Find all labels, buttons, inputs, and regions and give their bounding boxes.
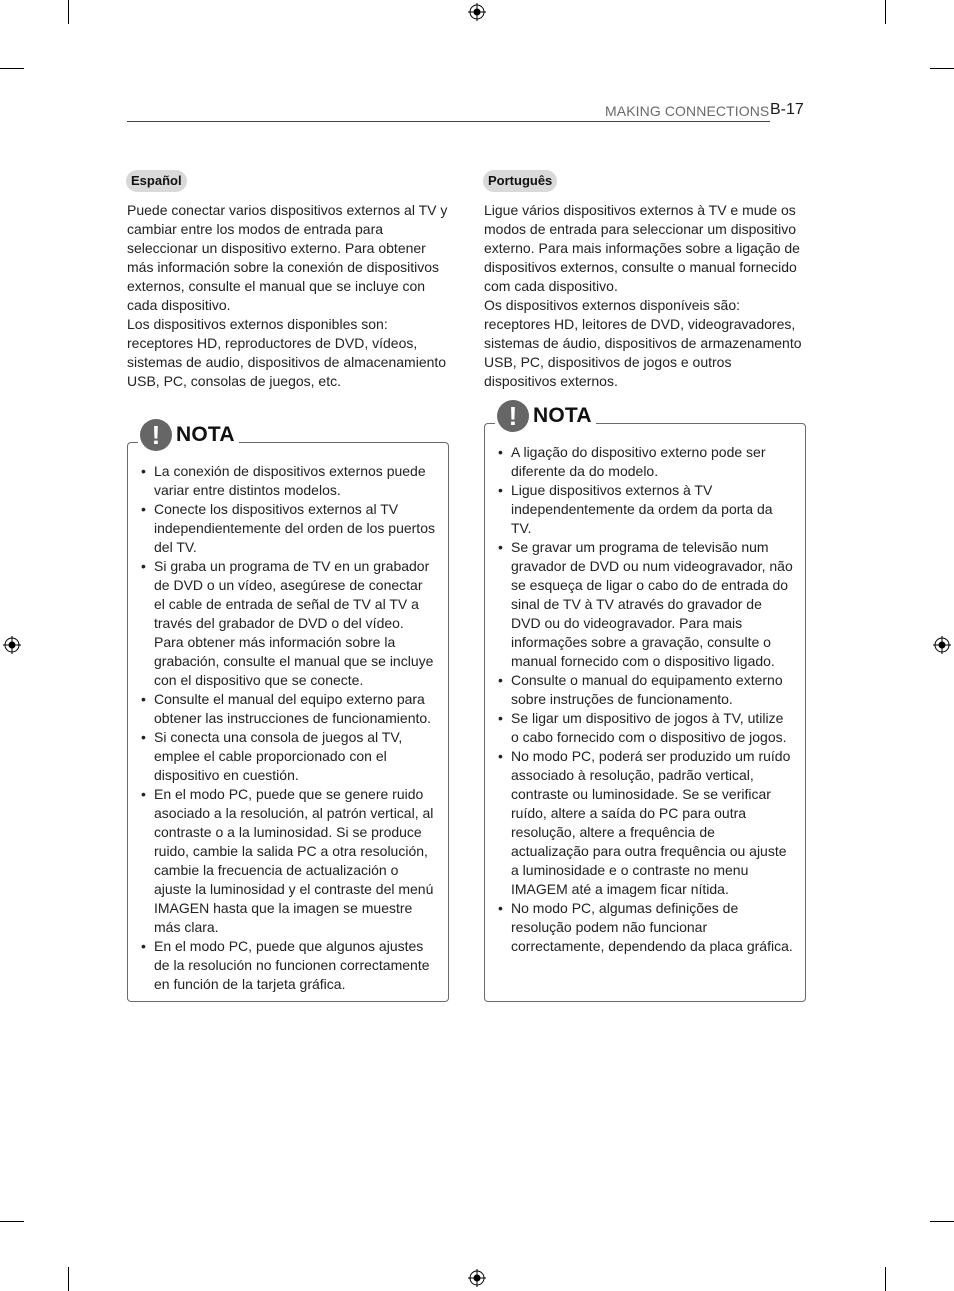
registration-mark-top-icon	[468, 3, 486, 21]
language-label-spanish: Español	[126, 170, 187, 192]
note-list	[498, 443, 794, 956]
list-item: • Conecte los dispositivos externos al TV independientemente del orden de los puertos del TV.	[141, 500, 437, 557]
list-item: • Si conecta una consola de juegos al TV, emplee el cable proporcionado con el dispositivo en cuestión.	[141, 728, 437, 785]
crop-mark-top-right	[885, 0, 886, 24]
note-list	[141, 462, 437, 994]
list-item: • Consulte el manual del equipo externo para obtener las instrucciones de funcionamiento.	[141, 690, 437, 728]
note-title: NOTA	[176, 423, 235, 446]
page-number: B-17	[770, 101, 804, 118]
note-title: NOTA	[533, 404, 592, 427]
list-item: • A ligação do dispositivo externo pode ser diferente da do modelo.	[498, 443, 794, 481]
intro-text-spanish	[127, 201, 449, 391]
registration-mark-right-icon	[933, 636, 951, 654]
crop-mark-top-right-h	[930, 68, 954, 69]
note-header	[138, 419, 239, 451]
list-item: • Ligue dispositivos externos à TV independentemente da ordem da porta da TV.	[498, 481, 794, 538]
crop-mark-bottom-right	[885, 1267, 886, 1291]
list-item: • En el modo PC, puede que se genere ruido asociado a la resolución, al patrón vertical, al contraste o a la luminosidad. Si se produce ruido, cambie la salida PC a otra resolución, cambie la frecuencia de actualización o ajuste la luminosidad y el contraste del menú IMAGEN hasta que la imagen se muestre más clara.	[141, 785, 437, 937]
list-item: • Si graba un programa de TV en un grabador de DVD o un vídeo, asegúrese de conectar el cable de entrada de señal de TV al TV a través del grabador de DVD o del vídeo. Para obtener más información sobre la grabación, consulte el manual que se incluye con el dispositivo que se conecte.	[141, 557, 437, 690]
section-title: MAKING CONNECTIONS	[605, 103, 770, 119]
exclamation-circle-icon: !	[497, 400, 529, 432]
crop-mark-bottom-left	[68, 1267, 69, 1291]
note-box-spanish	[127, 420, 449, 1002]
list-item: • No modo PC, algumas definições de resolução podem não funcionar correctamente, dependendo da placa gráfica.	[498, 899, 794, 956]
language-label-portuguese: Português	[483, 170, 557, 192]
crop-mark-bottom-right-h	[930, 1221, 954, 1222]
list-item: • No modo PC, poderá ser produzido um ruído associado à resolução, padrão vertical, contraste ou luminosidade. Se se verificar ruído, altere a saída do PC para outra resolução, altere a frequência de actualização para outra frequência ou ajuste a luminosidade e o contraste no menu IMAGEM até a imagem ficar nítida.	[498, 747, 794, 899]
list-item: • Se gravar um programa de televisão num gravador de DVD ou num videogravador, não se esqueça de ligar o cabo do de entrada do sinal de TV à TV através do gravador de DVD ou do videogravador. Para mais informações sobre a gravação, consulte o manual fornecido com o dispositivo ligado.	[498, 538, 794, 671]
list-item: • La conexión de dispositivos externos puede variar entre distintos modelos.	[141, 462, 437, 500]
list-item: • Consulte o manual do equipamento externo sobre instruções de funcionamento.	[498, 671, 794, 709]
crop-mark-bottom-left-h	[0, 1221, 24, 1222]
registration-mark-bottom-icon	[468, 1269, 486, 1287]
intro-paragraph: Puede conectar varios dispositivos externos al TV y cambiar entre los modos de entrada para seleccionar un dispositivo externo. Para obtener más información sobre la conexión de dispositivos externos, consulte el manual que se incluye con cada dispositivo.	[127, 202, 448, 313]
note-header	[495, 400, 596, 432]
note-box-portuguese	[484, 401, 806, 1002]
crop-mark-top-left	[68, 0, 69, 24]
registration-mark-left-icon	[3, 636, 21, 654]
crop-mark-top-left-h	[0, 68, 24, 69]
header-divider	[127, 121, 770, 122]
list-item: • Se ligar um dispositivo de jogos à TV, utilize o cabo fornecido com o dispositivo de jogos.	[498, 709, 794, 747]
list-item: • En el modo PC, puede que algunos ajustes de la resolución no funcionen correctamente en función de la tarjeta gráfica.	[141, 937, 437, 994]
intro-paragraph: Los dispositivos externos disponibles son: receptores HD, reproductores de DVD, vídeos, sistemas de audio, dispositivos de almacenamiento USB, PC, consolas de juegos, etc.	[127, 316, 447, 389]
exclamation-circle-icon: !	[140, 419, 172, 451]
intro-paragraph: Ligue vários dispositivos externos à TV e mude os modos de entrada para seleccionar um dispositivo externo. Para mais informações sobre a ligação de dispositivos externos, consulte o manual fornecido com cada dispositivo.	[484, 202, 800, 294]
intro-paragraph: Os dispositivos externos disponíveis são: receptores HD, leitores de DVD, videogravadores, sistemas de áudio, dispositivos de armazenamento USB, PC, dispositivos de jogos e outros dispositivos externos.	[484, 297, 802, 389]
intro-text-portuguese	[484, 201, 806, 391]
